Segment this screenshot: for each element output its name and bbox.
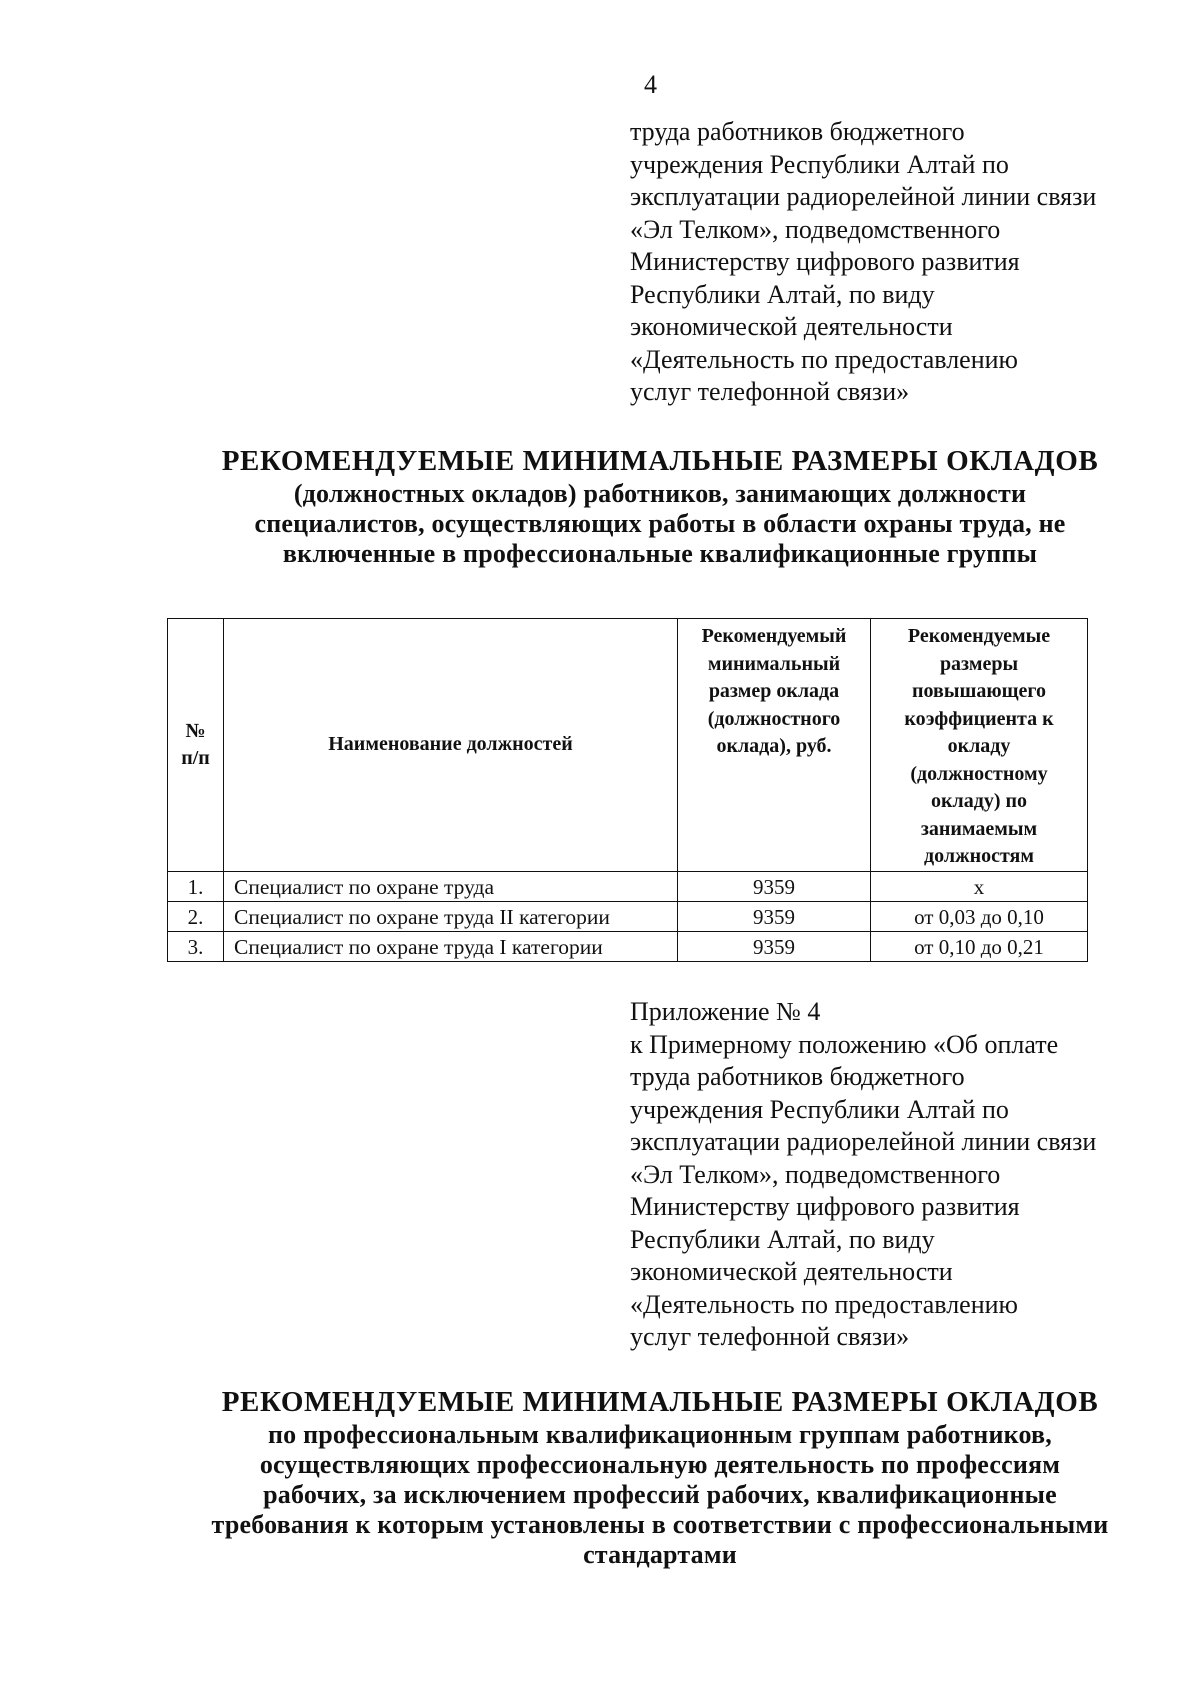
cell-name: Специалист по охране труда I категории [224, 932, 678, 962]
title-line: осуществляющих профессиональную деятельность по профессиям [259, 1450, 1061, 1479]
annex-line: «Деятельность по предоставлению [630, 344, 1018, 374]
title-line: включенные в профессиональные квалификационные группы [282, 539, 1038, 568]
annex-line: Республики Алтай, по виду [630, 279, 935, 309]
annex-line: экономической деятельности [630, 1257, 953, 1286]
section1-title [150, 443, 1170, 569]
title-line: РЕКОМЕНДУЕМЫЕ МИНИМАЛЬНЫЕ РАЗМЕРЫ ОКЛАДОВ [221, 445, 1099, 477]
annex-line: экономической деятельности [630, 312, 953, 341]
title-line: рабочих, за исключением профессий рабочих, квалификационные [263, 1480, 1057, 1509]
annex-line: эксплуатации радиорелейной линии связи [630, 182, 1097, 211]
header-name: Наименование должностей [224, 619, 678, 872]
annex-line: Министерству цифрового развития [630, 247, 1020, 276]
title-line: требования к которым установлены в соответствии с профессиональными [211, 1510, 1109, 1539]
annex-line: Приложение № 4 [630, 997, 821, 1026]
title-line: по профессиональным квалификационным группам работников, [267, 1420, 1052, 1449]
title-line: РЕКОМЕНДУЕМЫЕ МИНИМАЛЬНЫЕ РАЗМЕРЫ ОКЛАДОВ [221, 1386, 1099, 1418]
section2-title [150, 1384, 1170, 1570]
annex-line: учреждения Республики Алтай по [630, 1094, 1009, 1124]
cell-num: 3. [168, 932, 224, 962]
table-row [168, 872, 1088, 902]
annex-header-bottom [630, 996, 1190, 1354]
cell-salary: 9359 [678, 872, 871, 902]
annex-line: услуг телефонной связи» [630, 377, 910, 406]
header-salary: Рекомендуемый минимальный размер оклада (должностного оклада), руб. [678, 619, 871, 872]
header-num: № п/п [168, 619, 224, 872]
cell-name: Специалист по охране труда [224, 872, 678, 902]
salary-table [167, 618, 1088, 962]
annex-line: труда работников бюджетного [630, 117, 965, 146]
annex-header-top [630, 116, 1190, 409]
cell-salary: 9359 [678, 902, 871, 932]
annex-line: к Примерному положению «Об оплате [630, 1029, 1059, 1059]
annex-line: эксплуатации радиорелейной линии связи [630, 1127, 1097, 1156]
annex-line: Республики Алтай, по виду [630, 1224, 935, 1254]
cell-salary: 9359 [678, 932, 871, 962]
page-number: 4 [644, 70, 657, 99]
cell-num: 2. [168, 902, 224, 932]
annex-line: учреждения Республики Алтай по [630, 149, 1009, 179]
title-line: стандартами [583, 1540, 737, 1569]
table-row [168, 902, 1088, 932]
title-line: специалистов, осуществляющих работы в области охраны труда, не [254, 509, 1066, 538]
cell-coef: х [871, 872, 1088, 902]
annex-line: «Эл Телком», подведомственного [630, 1159, 1001, 1189]
table-row [168, 932, 1088, 962]
table-header-row [168, 619, 1088, 872]
annex-line: «Деятельность по предоставлению [630, 1289, 1018, 1319]
cell-num: 1. [168, 872, 224, 902]
cell-name: Специалист по охране труда II категории [224, 902, 678, 932]
annex-line: труда работников бюджетного [630, 1062, 965, 1091]
cell-coef: от 0,03 до 0,10 [871, 902, 1088, 932]
cell-coef: от 0,10 до 0,21 [871, 932, 1088, 962]
header-coef: Рекомендуемые размеры повышающего коэффициента к окладу (должностному окладу) по занимаемым должностям [871, 619, 1088, 872]
annex-line: услуг телефонной связи» [630, 1322, 910, 1351]
annex-line: «Эл Телком», подведомственного [630, 214, 1001, 244]
annex-line: Министерству цифрового развития [630, 1192, 1020, 1221]
title-line: (должностных окладов) работников, занимающих должности [293, 479, 1027, 508]
